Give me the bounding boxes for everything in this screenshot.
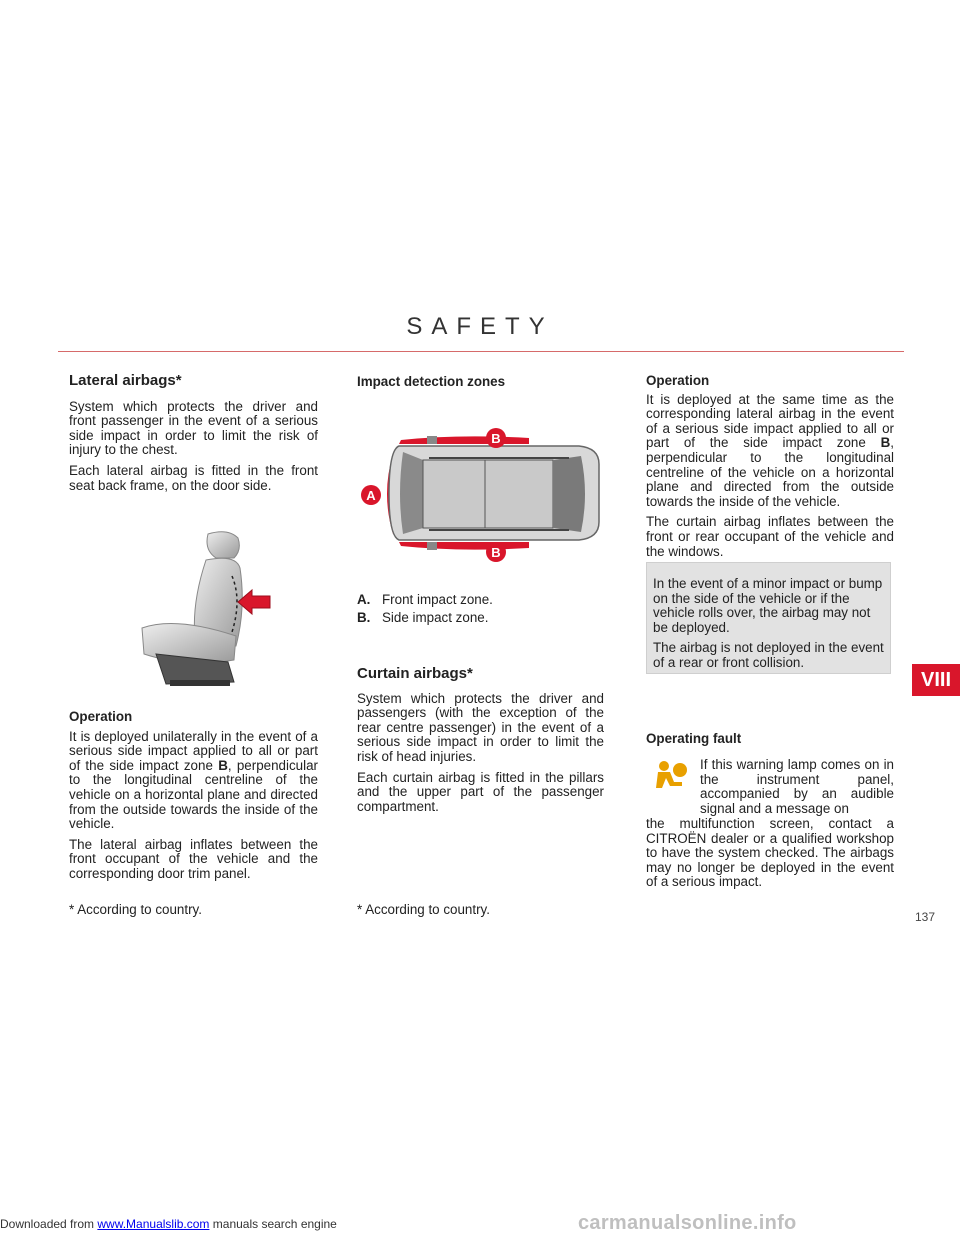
operating-fault-heading: Operating fault: [646, 731, 742, 746]
watermark: carmanualsonline.info: [578, 1212, 797, 1234]
marker-b-bottom: [486, 542, 506, 562]
title-divider: [58, 351, 904, 352]
front-seat-illustration: [136, 528, 276, 690]
lateral-intro-p2: Each lateral airbag is fitted in the front seat back frame, on the door side.: [69, 462, 318, 493]
middle-column: [357, 667, 604, 820]
impact-zones-heading: Impact detection zones: [357, 374, 506, 389]
info-box-p2: The airbag is not deployed in the event of a rear or front collision.: [653, 640, 884, 670]
manualslib-link[interactable]: www.Manualslib.com: [97, 1217, 210, 1231]
curtain-operation-p2: The curtain airbag inflates between the front or rear occupant of the vehicle and the windows.: [646, 514, 894, 559]
svg-text:A: A: [366, 488, 376, 503]
lateral-airbags-heading: Lateral airbags*: [69, 372, 182, 389]
marker-a: [361, 485, 381, 505]
marker-b-top: [486, 428, 506, 448]
left-operation: [69, 710, 318, 888]
label-b: B. Side impact zone.: [357, 610, 489, 625]
info-box: [646, 562, 891, 674]
fault-text-wrapped: If this warning lamp comes on in the instrument panel, accompanied by an audible signal and a message on: [700, 757, 894, 816]
curtain-operation-p1: It is deployed at the same time as the corresponding lateral airbag in the event of a serious side impact applied to all or part of the side impact zone B, perpendicular to the longitudinal centreline of the vehicle on a horizontal plane and directed from the outside towards the inside of the vehicle.: [646, 391, 894, 509]
lateral-operation-heading: Operation: [69, 709, 133, 724]
airbag-warning-lamp-icon: [654, 760, 688, 790]
svg-text:B: B: [491, 545, 501, 560]
svg-text:B: B: [491, 431, 501, 446]
right-column: [646, 374, 894, 565]
left-footnote: * According to country.: [69, 902, 202, 917]
lateral-intro-p1: System which protects the driver and front passenger in the event of a serious side impact in order to limit the risk of injury to the chest.: [69, 398, 318, 458]
page-number: 137: [915, 910, 936, 924]
left-column: [69, 374, 318, 499]
download-footer: Downloaded from www.Manualslib.com manuals search engine: [0, 1217, 337, 1231]
lateral-operation-p2: The lateral airbag inflates between the front occupant of the vehicle and the corresponding door trim panel.: [69, 836, 318, 881]
curtain-p1: System which protects the driver and passengers (with the exception of the rear centre passenger) in the event of a serious side impact in order to limit the risk of head injuries.: [357, 690, 604, 764]
curtain-p2: Each curtain airbag is fitted in the pillars and the upper part of the passenger compartment.: [357, 769, 604, 814]
middle-footnote: * According to country.: [357, 902, 490, 917]
page-title: SAFETY: [406, 313, 554, 340]
info-box-p1: In the event of a minor impact or bump on the side of the vehicle or if the vehicle rolls over, the airbag may not be deployed.: [653, 576, 883, 635]
fault-text-full: the multifunction screen, contact a CITROËN dealer or a qualified workshop to have the system checked. The airbags may no longer be deployed in the event of a serious impact.: [646, 816, 894, 890]
impact-zones-diagram: [359, 424, 609, 566]
curtain-operation-heading: Operation: [646, 373, 710, 388]
curtain-airbags-heading: Curtain airbags*: [357, 665, 473, 682]
lateral-operation-p1: It is deployed unilaterally in the event of a serious side impact applied to all or part of the side impact zone B, perpendicular to the longitudinal centreline of the vehicle on a horizontal plane and directed from the outside towards the inside of the vehicle.: [69, 728, 318, 832]
label-a: A. Front impact zone.: [357, 592, 493, 607]
chapter-tab: VIII: [912, 664, 960, 696]
